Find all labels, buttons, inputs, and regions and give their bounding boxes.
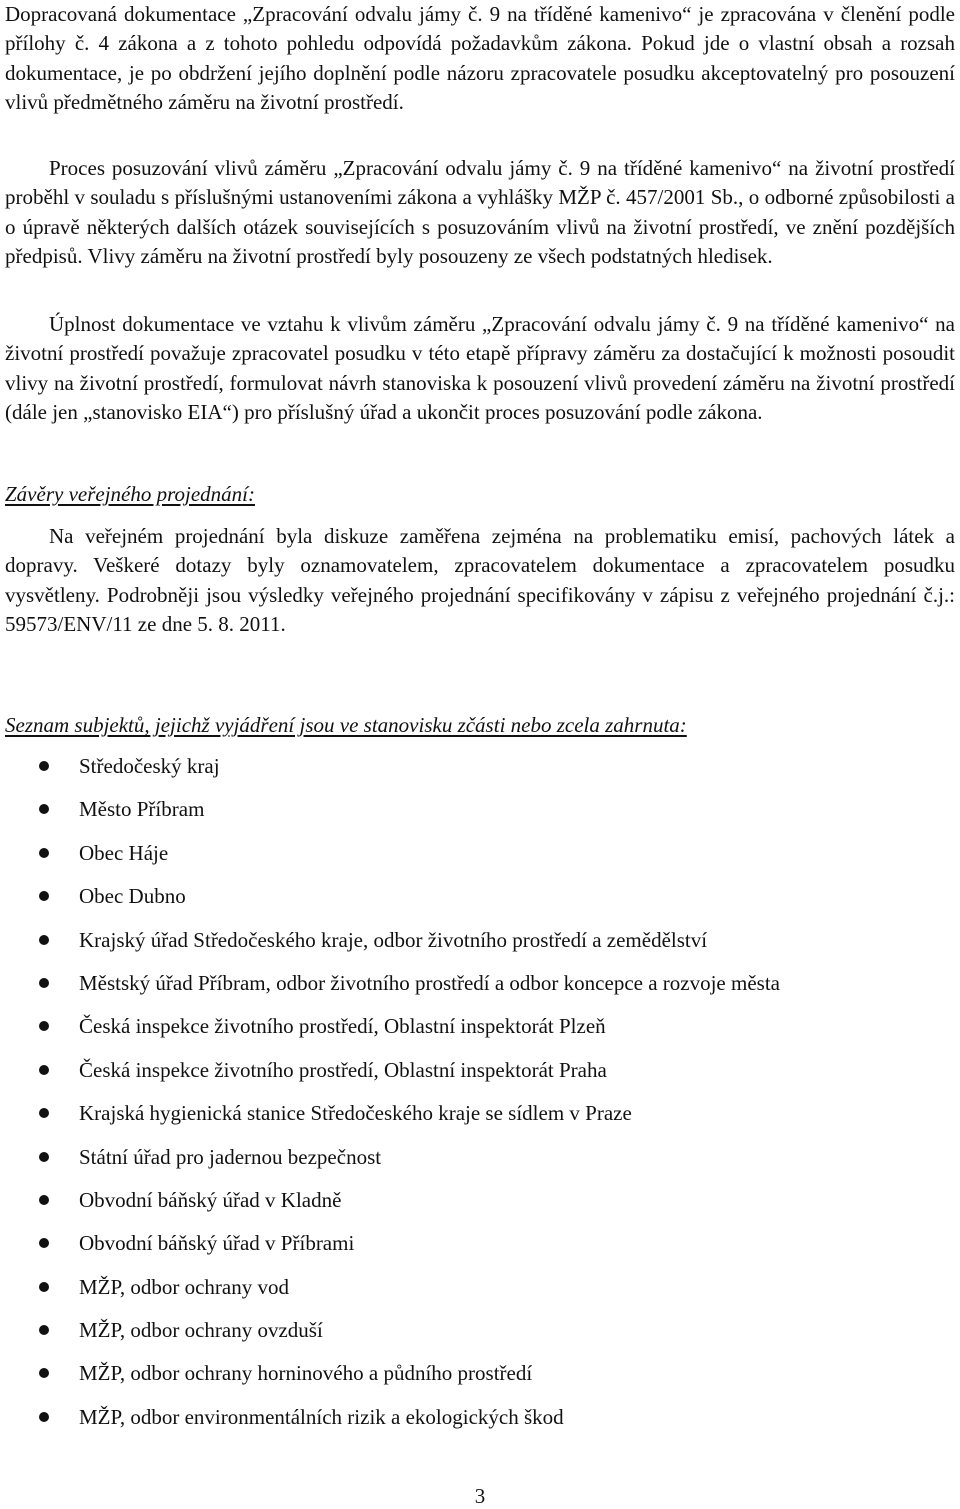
list-item bbox=[0, 1012, 960, 1055]
list-item-label: Krajský úřad Středočeského kraje, odbor životního prostředí a zemědělství bbox=[79, 927, 708, 952]
list-item bbox=[0, 1056, 960, 1099]
list-item-label: Česká inspekce životního prostředí, Oblastní inspektorát Praha bbox=[79, 1057, 607, 1082]
list-item-label: Městský úřad Příbram, odbor životního prostředí a odbor koncepce a rozvoje města bbox=[79, 970, 780, 995]
public-hearing-paragraph: Na veřejném projednání byla diskuze zaměřena zejména na problematiku emisí, pachových látek a dopravy. Veškeré dotazy byly oznamovatelem, zpracovatelem dokumentace a zpracovatelem posudku vysvětleny. Podrobněji jsou výsledky veřejného projednání specifikovány v zápisu z veřejného projednání č.j.: 59573/ENV/11 ze dne 5. 8. 2011. bbox=[5, 524, 955, 636]
list-item-label: MŽP, odbor environmentálních rizik a ekologických škod bbox=[79, 1404, 564, 1429]
list-item bbox=[0, 1186, 960, 1229]
bullet-icon bbox=[39, 1412, 49, 1422]
bullet-icon bbox=[39, 1195, 49, 1205]
list-item-label: MŽP, odbor ochrany vod bbox=[79, 1274, 289, 1299]
list-item bbox=[0, 1273, 960, 1316]
bullet-icon bbox=[39, 761, 49, 771]
list-item bbox=[0, 926, 960, 969]
list-item-label: Středočeský kraj bbox=[79, 754, 220, 778]
list-item bbox=[0, 969, 960, 1012]
list-item bbox=[0, 1359, 960, 1402]
bullet-icon bbox=[39, 891, 49, 901]
bullet-icon bbox=[39, 1325, 49, 1335]
list-item bbox=[0, 882, 960, 925]
list-item-label: MŽP, odbor ochrany horninového a půdního prostředí bbox=[79, 1361, 533, 1386]
bullet-icon bbox=[39, 1238, 49, 1248]
list-item-label: Krajská hygienická stanice Středočeského kraje se sídlem v Praze bbox=[79, 1101, 632, 1126]
bullet-icon bbox=[39, 1282, 49, 1292]
list-item bbox=[0, 1316, 960, 1359]
bullet-icon bbox=[39, 1065, 49, 1075]
list-item bbox=[0, 1143, 960, 1186]
public-hearing-heading: Závěry veřejného projednání: bbox=[5, 482, 255, 506]
list-item-label: Obec Háje bbox=[79, 840, 169, 865]
subjects-list-heading: Seznam subjektů, jejichž vyjádření jsou ve stanovisku zčásti nebo zcela zahrnuta: bbox=[5, 713, 687, 737]
paragraph-documentation-completeness: Úplnost dokumentace ve vztahu k vlivům záměru „Zpracování odvalu jámy č. 9 na tříděné kamenivo“ na životní prostředí považuje zpracovatel posudku v této etapě přípravy záměru za dostačující k možnosti posoudit vlivy na životní prostředí, formulovat návrh stanoviska k posouzení vlivů provedení záměru na životní prostředí (dále jen „stanovisko EIA“) pro příslušný úřad a ukončit proces posuzování podle zákona. bbox=[5, 312, 955, 424]
bullet-icon bbox=[39, 1108, 49, 1118]
list-item bbox=[0, 752, 960, 795]
list-item-label: Státní úřad pro jadernou bezpečnost bbox=[79, 1144, 382, 1169]
bullet-icon bbox=[39, 804, 49, 814]
bullet-icon bbox=[39, 848, 49, 858]
list-item bbox=[0, 1403, 960, 1446]
bullet-icon bbox=[39, 935, 49, 945]
bullet-icon bbox=[39, 1368, 49, 1378]
list-item-label: Obvodní báňský úřad v Kladně bbox=[79, 1187, 342, 1212]
list-item-label: MŽP, odbor ochrany ovzduší bbox=[79, 1318, 323, 1343]
list-item bbox=[0, 839, 960, 882]
list-item-label: Obec Dubno bbox=[79, 884, 186, 909]
list-item-label: Obvodní báňský úřad v Příbrami bbox=[79, 1231, 355, 1256]
page-number: 3 bbox=[474, 1484, 486, 1508]
bullet-icon bbox=[39, 978, 49, 988]
list-item bbox=[0, 1229, 960, 1272]
list-item bbox=[0, 795, 960, 838]
list-item-label: Město Příbram bbox=[79, 797, 205, 822]
bullet-icon bbox=[39, 1021, 49, 1031]
paragraph-documentation-structure: Dopracovaná dokumentace „Zpracování odvalu jámy č. 9 na tříděné kamenivo“ je zpracována v členění podle přílohy č. 4 zákona a z tohoto pohledu odpovídá požadavkům zákona. Pokud jde o vlastní obsah a rozsah dokumentace, je po obdržení jejího doplnění podle názoru zpracovatele posudku akceptovatelný pro posouzení vlivů předmětného záměru na životní prostředí. bbox=[5, 2, 955, 114]
list-item-label: Česká inspekce životního prostředí, Oblastní inspektorát Plzeň bbox=[79, 1014, 606, 1039]
subjects-list bbox=[0, 752, 960, 1446]
paragraph-assessment-process: Proces posuzování vlivů záměru „Zpracování odvalu jámy č. 9 na tříděné kamenivo“ na životní prostředí proběhl v souladu s příslušnými ustanoveními zákona a vyhlášky MŽP č. 457/2001 Sb., o odborné způsobilosti a o úpravě některých dalších otázek souvisejících s posuzováním vlivů na životní prostředí, ve znění pozdějších předpisů. Vlivy záměru na životní prostředí byly posouzeny ze všech podstatných hledisek. bbox=[5, 156, 955, 268]
bullet-icon bbox=[39, 1152, 49, 1162]
list-item bbox=[0, 1099, 960, 1142]
